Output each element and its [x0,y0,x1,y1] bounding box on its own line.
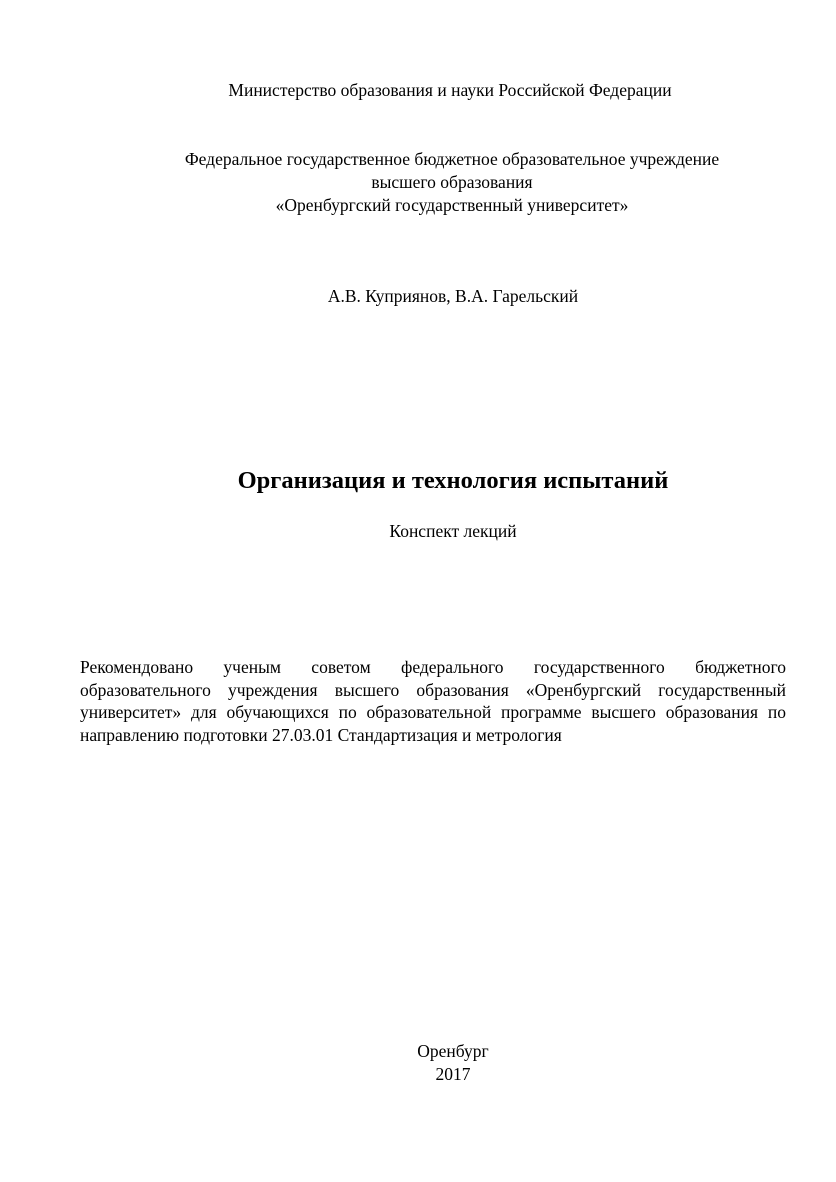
institution-line-2: высшего образования [371,172,533,192]
recommendation-paragraph: Рекомендовано ученым советом федерального государственного бюджетного образовательного учреждения высшего образования «Оренбургский государственный университет» для обучающихся по образовательной программе высшего образования по направлению подготовки 27.03.01 Стандартизация и метрология [80,657,786,745]
year: 2017 [435,1064,471,1084]
document-subtitle: Конспект лекций [389,521,517,541]
document-title: Организация и технология испытаний [237,467,669,494]
ministry-name: Министерство образования и науки Российской Федерации [228,80,672,100]
institution-line-3: «Оренбургский государственный университет» [275,195,629,215]
institution-name [40,148,836,217]
authors: А.В. Куприянов, В.А. Гарельский [327,286,579,306]
institution-line-1: Федеральное государственное бюджетное образовательное учреждение [184,149,720,169]
city: Оренбург [417,1041,489,1061]
